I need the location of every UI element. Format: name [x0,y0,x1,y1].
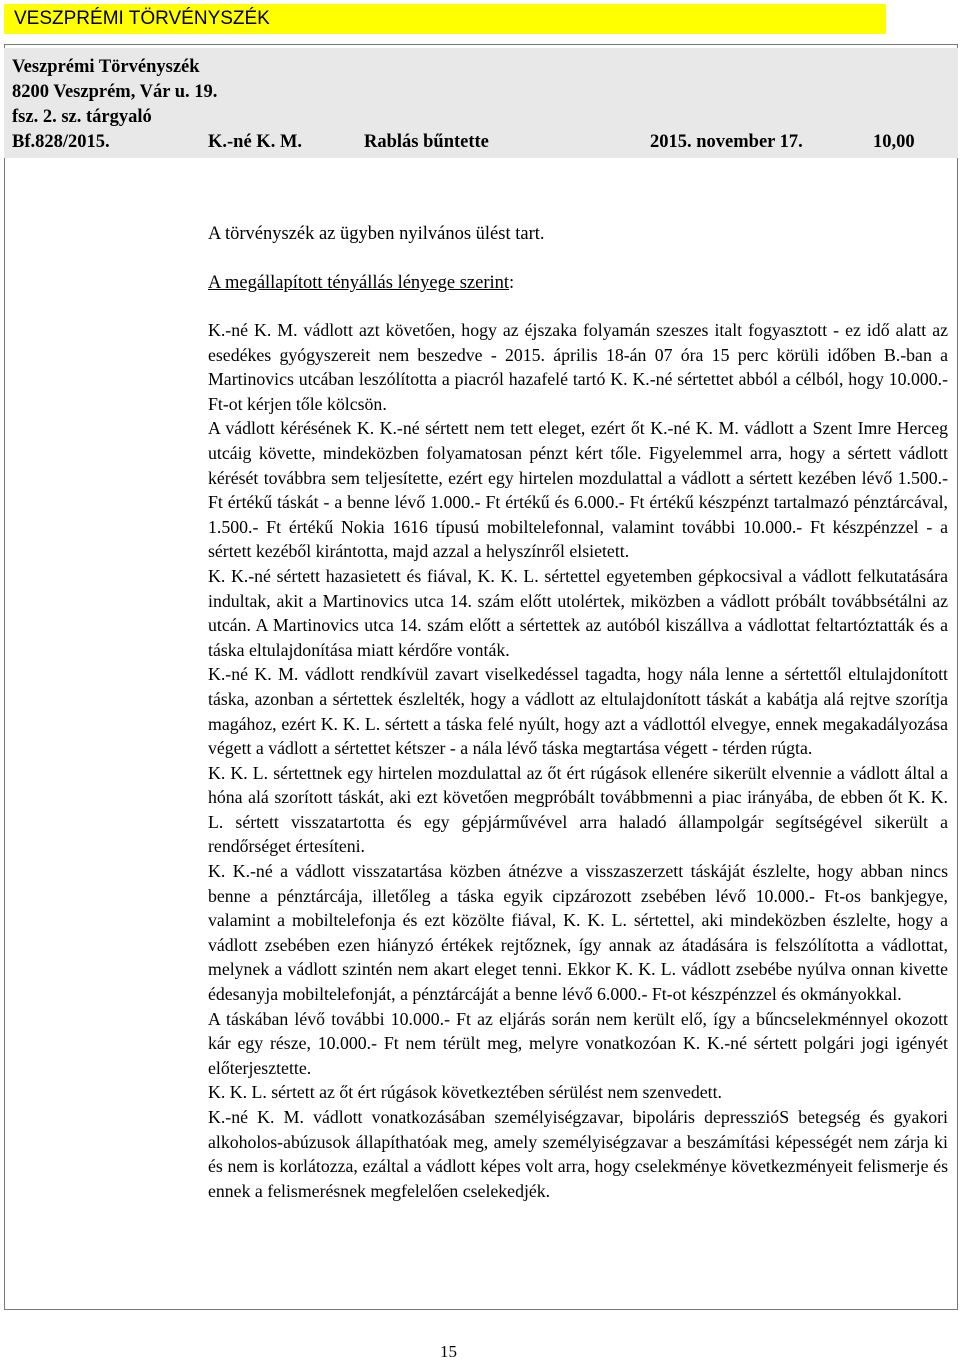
case-date: 2015. november 17. [650,132,803,152]
court-room: fsz. 2. sz. tárgyaló [12,107,152,127]
facts-paragraph: K.-né K. M. vádlott rendkívül zavart viselkedéssel tagadta, hogy nála lenne a sértettől eltulajdonított táska, azonban a sértettek észlelték, hogy a vádlott az eltulajdonított táskát a kabátja alá rejtve szorítja magához, ezért K. K. L. sértett a táska felé nyúlt, hogy azt a vádlottól elvegye, ennek megakadályozása végett a vádlott a sértettet kétszer - a nála lévő táska megtartása végett - térden rúgta. [208,664,948,759]
case-number: Bf.828/2015. [12,132,110,152]
court-name: Veszprémi Törvényszék [12,57,200,77]
facts-paragraph: K. K. L. sértettnek egy hirtelen mozdulattal az őt ért rúgások ellenére sikerült elvennie a vádlott által a hóna alá szorított táskát, aki ezt követően megpróbált továbbmenni a piac irányába, de ebben őt K. K. L. sértett visszatartotta és egy gépjárművével arra haladó állampolgár segítségével sikerült a rendőrséget értesíteni. [208,762,948,857]
court-address: 8200 Veszprém, Vár u. 19. [12,82,218,102]
facts-paragraph: K. K.-né sértett hazasietett és fiával, K. K. L. sértettel egyetemben gépkocsival a vádlott felkutatására indultak, akit a Martinovics utca 14. szám előtt utolértek, miközben a vádlott próbált továbbsétálni az utcán. A Martinovics utca 14. szám előtt a sértettek az autóból kiszállva a vádlottat feltartóztatták és a táska eltulajdonítása miatt kérdőre vonták. [208,565,948,660]
facts-paragraph: A vádlott kérésének K. K.-né sértett nem tett eleget, ezért őt K.-né K. M. vádlott a Szent Imre Herceg utcáig követte, mindeközben folyamatosan pénzt kért tőle. Figyelemmel arra, hogy a sértett vádlott kérését továbbra sem teljesítette, ezért egy hirtelen mozdulattal a vádlott a sértett kezében lévő 1.500.- Ft értékű táskát - a benne lévő 1.000.- Ft értékű és 6.000.- Ft értékű készpénzt tartalmazó pénztárcával, 1.500.- Ft értékű Nokia 1616 típusú mobiltelefonnal, valamint további 10.000.- Ft készpénzzel - a sértett kezéből kirántotta, majd azzal a helyszínről elsietett. [208,418,948,562]
page-number: 15 [440,1342,457,1361]
facts-heading [208,271,514,295]
case-time: 10,00 [873,132,915,152]
banner-title: VESZPRÉMI TÖRVÉNYSZÉK [14,8,270,29]
facts-paragraph: K.-né K. M. vádlott azt követően, hogy az éjszaka folyamán szeszes italt fogyasztott - ez idő alatt az esedékes gyógyszereit nem beszedve - 2015. április 18-án 07 óra 15 perc körüli időben B.-ban a Martinovics utcában leszólította a piacról hazafelé tartó K. K.-né sértettet abból a célból, hogy 10.000.- Ft-ot kérjen tőle kölcsön. [208,320,948,414]
court-banner [4,4,886,34]
facts-paragraph: K.-né K. M. vádlott vonatkozásában személyiségzavar, bipoláris depresszióS betegség és gyakori alkoholos-abúzusok állapíthatóak meg, amely személyiségzavar a beszámítási képességét nem zárja ki és nem is korlátozza, ezáltal a vádlott képes volt arra, hogy cselekménye következményeit felismerje és ennek a felismerésnek megfelelően cselekedjék. [208,1107,948,1201]
facts-heading-colon: : [509,273,515,293]
facts-paragraph: A táskában lévő további 10.000.- Ft az eljárás során nem került elő, így a bűncselekménnyel okozott kár egy része, 10.000.- Ft nem térült meg, melyre vonatkozóan K. K.-né sértett polgári jogi igényét előterjesztette. [208,1008,948,1078]
case-defendant: K.-né K. M. [208,132,303,152]
facts-body [208,318,948,1203]
facts-paragraph: K. K.-né a vádlott visszatartása közben átnézve a visszaszerzett táskáját észlelte, hogy abban nincs benne a pénztárcája, illetőleg a táska egyik cipzározott zsebében lévő 10.000.- Ft-os bankjegye, valamint a mobiltelefonja és ezt közölte fiával, K. K. L. sértettel, aki mindeközben észlelte, hogy a vádlott zsebében ezen hiányzó értékek rejtőznek, így annak az átadására is felszólította a vádlottat, melynek a vádlott szintén nem akart eleget tenni. Ekkor K. K. L. vádlott zsebébe nyúlva onnan kivette édesanyja mobiltelefonját, a pénztárcáját a benne lévő 6.000.- Ft-ot készpénzzel és okmányokkal. [208,861,948,1005]
facts-heading-text: A megállapított tényállás lényege szerint [208,273,510,293]
hearing-statement: A törvényszék az ügyben nyilvános ülést tart. [208,224,545,244]
case-crime: Rablás bűntette [364,132,489,152]
facts-paragraph: K. K. L. sértett az őt ért rúgások következtében sérülést nem szenvedett. [208,1082,722,1103]
